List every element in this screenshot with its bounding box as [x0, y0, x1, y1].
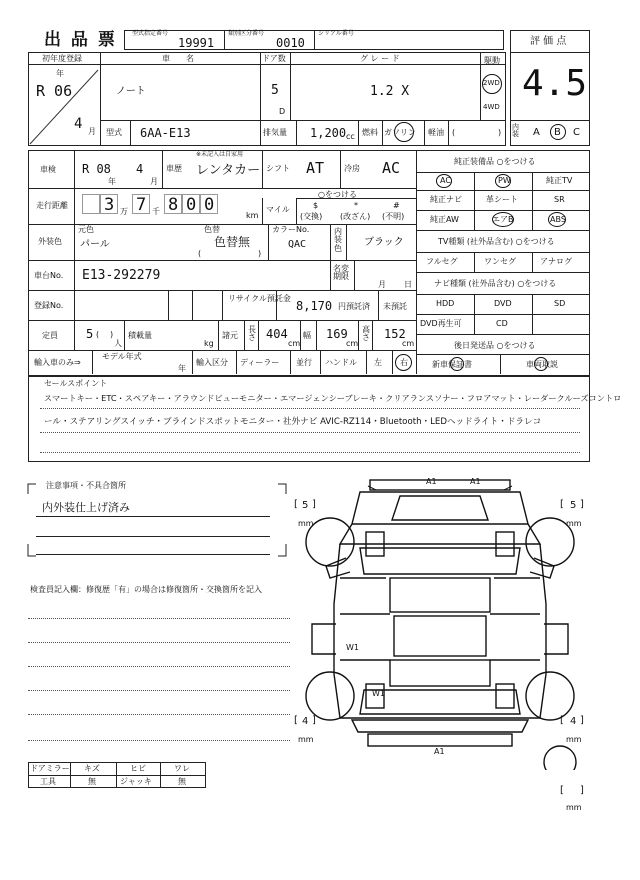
legend-tool: 工具: [40, 777, 56, 786]
color-no-label: カラーNo.: [272, 225, 310, 234]
mark-w1-rear: W1: [372, 689, 385, 698]
tire-fl-bracket-close: ]: [312, 499, 316, 510]
fuel-gasoline-circle: [394, 122, 414, 142]
rating-value: 4.5: [522, 63, 588, 104]
first-reg-month-unit: 月: [88, 127, 96, 136]
tire-fl-bracket: [: [294, 499, 298, 510]
mileage-exchanged-label: (交換): [300, 212, 323, 221]
tire-fr-depth: 5: [570, 500, 577, 511]
color-no-value: QAC: [288, 239, 307, 250]
fuel-paren-close: ): [498, 128, 502, 137]
mileage-digit-row: [82, 192, 244, 216]
navi-cd: CD: [496, 319, 508, 328]
tire-spare-bracket-close: ]: [580, 785, 584, 796]
tire-rl-bracket: [: [294, 715, 298, 726]
inspection-month: 4: [136, 162, 144, 176]
drive-2wd-circle: [482, 74, 502, 94]
later-warranty: 新車保証書: [432, 360, 472, 369]
recycle-label: リサイクル預託金: [228, 294, 291, 303]
model-type-label: 型式: [106, 128, 122, 137]
height-value: 152: [384, 327, 406, 341]
interior-c: C: [573, 127, 580, 138]
class-no-label: 類別区分番号: [228, 30, 265, 37]
tire-fr-mm: mm: [566, 519, 582, 528]
mark-a1-front-right: A1: [470, 477, 481, 486]
recycle-unpaid: 未預託: [383, 302, 407, 311]
tire-spare-mm: mm: [566, 803, 582, 812]
displacement-value: 1,200: [310, 126, 347, 140]
interior-b: B: [554, 127, 561, 138]
ac-label: 冷房: [344, 164, 360, 173]
equip-pw-circle: [495, 174, 511, 188]
equip-tv: 純正TV: [546, 176, 573, 185]
length-value: 404: [266, 327, 288, 341]
notes-bracket: [26, 482, 288, 558]
import-parallel: 並行: [296, 358, 312, 367]
width-label: 幅: [303, 331, 311, 340]
length-label: 長さ: [248, 325, 256, 343]
mileage-digit: 7: [136, 195, 147, 215]
later-manual: 車両取説: [526, 360, 558, 369]
ac-value: AC: [382, 159, 401, 177]
equip-aw: 純正AW: [430, 215, 459, 224]
doors-label: ドア数: [262, 54, 286, 63]
width-value: 169: [326, 327, 348, 341]
mileage-digit-box: [100, 194, 118, 214]
tv-fullseg: フルセグ: [426, 257, 458, 266]
recycle-value: 8,170: [296, 299, 333, 313]
displacement-label: 排気量: [263, 128, 287, 137]
rating-label: 評 価 点: [530, 36, 567, 47]
equip-navi: 純正ナビ: [430, 195, 462, 204]
shift-label: シフト: [266, 164, 290, 173]
legend-tool-value: 無: [88, 777, 96, 786]
fuel-diesel: 軽油: [428, 128, 444, 137]
length-cm: cm: [288, 339, 301, 348]
first-reg-year: R 06: [36, 82, 73, 100]
inspection-month-unit: 月: [150, 177, 158, 186]
name-change-label: 名変期限: [333, 264, 349, 282]
recycle-unit: 円預託済: [338, 302, 370, 311]
tire-rl-mm: mm: [298, 735, 314, 744]
sales-line-2: ール・ステアリングスイッチ・ブラインドスポットモニター・社外ナビ AVIC-RZ114・Bluetooth・LEDヘッドライト・ドラレコ: [44, 417, 542, 427]
navi-hdd: HDD: [436, 299, 455, 308]
tire-rr-mm: mm: [566, 735, 582, 744]
tv-analog: アナログ: [540, 257, 572, 266]
chassis-label: 車台No.: [34, 271, 64, 280]
mileage-label: 走行距離: [36, 201, 68, 210]
tv-oneseg: ワンセグ: [484, 257, 516, 266]
mark-a1-front-left: A1: [426, 477, 437, 486]
legend-break: ワレ: [174, 764, 190, 773]
capacity-label: 定員: [42, 331, 58, 340]
interior-a: A: [533, 127, 540, 138]
registration-label: 登録No.: [34, 301, 64, 310]
capacity-paren: (: [96, 330, 100, 339]
form-title: 出 品 票: [44, 30, 117, 50]
car-damage-diagram: [290, 474, 590, 770]
mileage-digit-box: [182, 194, 200, 214]
equipment-header: 純正装備品 ○をつける: [454, 157, 536, 166]
mileage-circle-note: ○をつける: [318, 190, 357, 199]
handle-label: ハンドル: [325, 358, 357, 367]
color-label-row: 外装色: [38, 237, 62, 246]
tv-header: TV種類 (社外品含む) ○をつける: [438, 237, 555, 246]
notes-label: 注意事項・不具合箇所: [46, 481, 126, 490]
history-note: ※未記入は自家用: [196, 151, 244, 158]
capacity-value: 5: [86, 327, 94, 341]
legend-jack: ジャッキ: [120, 777, 152, 786]
mileage-digit-box: [200, 194, 218, 214]
legend-jack-value: 無: [178, 777, 186, 786]
history-label: 車歴: [166, 164, 182, 173]
tire-rl-bracket-close: ]: [312, 715, 316, 726]
tire-fl-mm: mm: [298, 519, 314, 528]
navi-header: ナビ種類 (社外品含む) ○をつける: [434, 279, 557, 288]
mileage-digit-box: [164, 194, 182, 214]
capacity-paren-close: ): [110, 330, 114, 339]
tire-fl-depth: 5: [302, 500, 309, 511]
model-year-label: モデル年式: [102, 352, 142, 361]
navi-dvd: DVD: [494, 299, 512, 308]
mileage-unknown: #: [393, 201, 400, 210]
later-header: 後日発送品 ○をつける: [454, 341, 536, 350]
tire-rr-depth: 4: [570, 716, 577, 727]
fuel-paren-open: (: [452, 128, 456, 137]
legend-scratch: キズ: [84, 764, 100, 773]
legend-door-mirror: ドアミラー: [30, 764, 70, 773]
tire-fr-bracket-close: ]: [580, 499, 584, 510]
equip-airbag-circle: [492, 212, 514, 227]
displacement-cc: cc: [346, 132, 355, 141]
handle-left: 左: [374, 358, 382, 367]
mileage-altered: *: [354, 201, 358, 210]
mileage-mile-label: マイル: [266, 205, 290, 214]
load-label: 積載量: [128, 331, 152, 340]
mileage-digit: 0: [204, 195, 215, 215]
equip-abs: ABS: [550, 215, 566, 224]
equip-leather: 革シート: [486, 195, 518, 204]
notes-line-1: 内外装仕上げ済み: [42, 501, 130, 514]
mileage-man: 万: [120, 207, 128, 216]
mark-w1-left: W1: [346, 643, 359, 652]
interior-b-circle: [550, 124, 566, 140]
mileage-digit: 3: [104, 195, 115, 215]
shift-value: AT: [306, 159, 325, 177]
mileage-km: km: [246, 211, 259, 220]
tire-rr-bracket: [: [560, 715, 564, 726]
drive-4wd: 4WD: [483, 103, 500, 111]
mileage-altered-label: (改ざん): [340, 212, 371, 221]
capacity-unit: 人: [114, 339, 122, 348]
tire-spare-bracket: [: [560, 785, 564, 796]
model-no-value: 19991: [178, 36, 215, 50]
car-name-label: 車 名: [162, 54, 194, 63]
equip-sr: SR: [554, 195, 565, 204]
original-color-value: パール: [80, 239, 110, 250]
height-label: 高さ: [362, 325, 370, 343]
tire-fr-bracket: [: [560, 499, 564, 510]
height-cm: cm: [402, 339, 415, 348]
equip-abs-circle: [548, 212, 566, 227]
repaint-label: 色替: [204, 225, 220, 234]
car-name-value: ノート: [116, 86, 146, 97]
drive-2wd: 2WD: [483, 79, 500, 87]
serial-label: シリアル番号: [318, 30, 354, 37]
equip-ac-circle: [436, 174, 452, 188]
fuel-gasoline: ガソリン: [384, 128, 416, 137]
repaint-value: 色替無: [214, 235, 251, 249]
first-reg-month: 4: [74, 116, 83, 132]
tire-rr-bracket-close: ]: [580, 715, 584, 726]
navi-sd: SD: [554, 299, 566, 308]
door-d: D: [279, 107, 286, 116]
mileage-digit: 8: [168, 195, 179, 215]
repaint-paren-close: ): [258, 249, 262, 258]
interior-color-label: 内装色: [334, 227, 342, 253]
sales-label: セールスポイント: [44, 379, 108, 388]
grade-label: グ レ ー ド: [360, 54, 400, 63]
dims-label: 諸元: [222, 331, 238, 340]
mileage-digit: 0: [186, 195, 197, 215]
first-reg-year-unit: 年: [56, 69, 64, 78]
fuel-label: 燃料: [362, 128, 378, 137]
handle-right: 右: [400, 358, 408, 367]
model-no-label: 型式指定番号: [132, 30, 169, 37]
later-manual-circle: [534, 357, 548, 371]
doors-value: 5: [271, 83, 279, 98]
history-value: レンタカー: [196, 163, 261, 178]
inspection-year: R 08: [82, 162, 111, 176]
mark-a1-rear: A1: [434, 747, 445, 756]
grade-value: 1.2 X: [370, 84, 410, 99]
mileage-unknown-label: (不明): [382, 212, 405, 221]
drive-label: 駆動: [484, 56, 500, 65]
mileage-exchanged: $: [313, 201, 319, 210]
first-reg-label: 初年度登録: [42, 54, 82, 63]
equip-airbag: エアB: [492, 215, 514, 224]
later-warranty-circle: [450, 357, 464, 371]
equip-ac: AC: [440, 176, 451, 185]
import-type-label: 輸入区分: [196, 358, 228, 367]
import-label: 輸入車のみ⇒: [34, 358, 81, 367]
chassis-value: E13-292279: [82, 268, 161, 283]
import-dealer: ディーラー: [240, 358, 280, 367]
tire-rl-depth: 4: [302, 716, 309, 727]
name-change-month: 月: [378, 280, 386, 289]
repaint-paren-open: (: [198, 249, 202, 258]
interior-color-value: ブラック: [364, 237, 404, 248]
navi-dvd-play: DVD再生可: [420, 319, 462, 328]
mileage-digit-box: [132, 194, 150, 214]
load-unit: kg: [204, 339, 214, 348]
class-no-value: 0010: [276, 36, 305, 50]
mileage-sen: 千: [152, 207, 160, 216]
width-cm: cm: [346, 339, 359, 348]
equip-pw: PW: [498, 176, 511, 185]
inspection-year-unit: 年: [108, 177, 116, 186]
model-year-unit: 年: [178, 364, 186, 373]
name-change-day: 日: [404, 280, 412, 289]
mileage-digit-box: [82, 194, 100, 214]
interior-label: 内装: [512, 123, 519, 138]
inspector-label: 検査員記入欄：修復歴「有」の場合は修復箇所・交換箇所を記入: [30, 585, 262, 594]
model-type-value: 6AA-E13: [140, 126, 191, 140]
sales-line-1: スマートキー・ETC・スペアキー・アラウンドビューモニター・エマージェンシーブレーキ・クリアランスソナー・フロアマット・レーダークルーズコントロ: [44, 393, 622, 403]
inspection-label: 車検: [40, 165, 56, 174]
handle-right-circle: [395, 354, 412, 371]
legend-crack: ヒビ: [130, 764, 146, 773]
original-color-label: 元色: [78, 225, 94, 234]
